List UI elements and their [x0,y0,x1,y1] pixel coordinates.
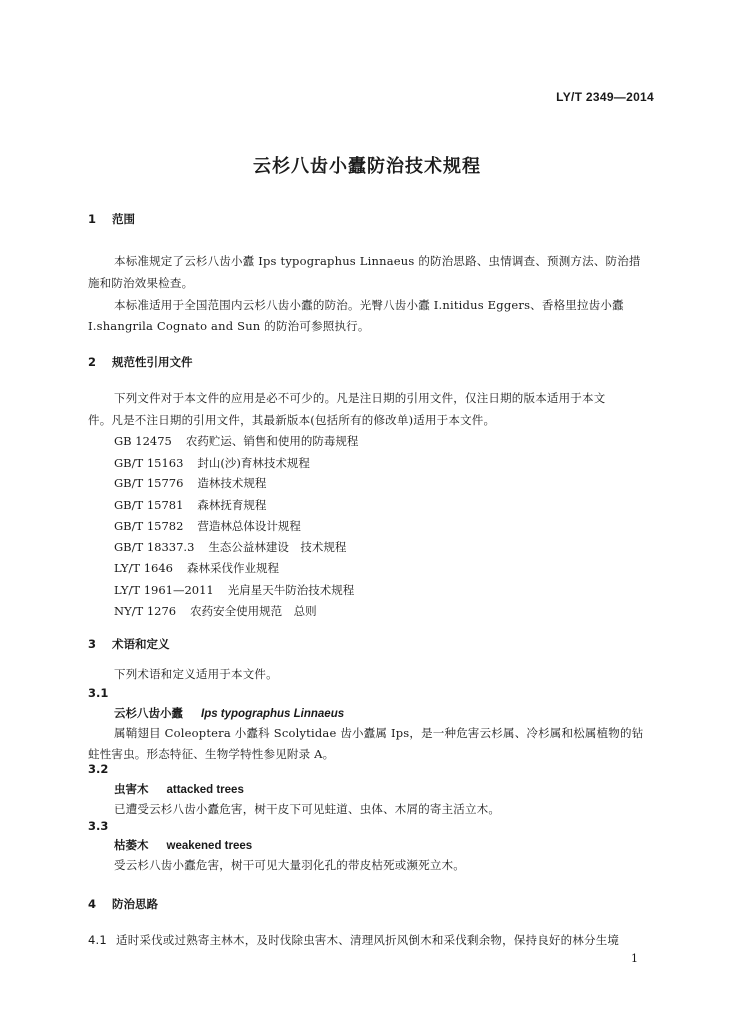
section-heading-4 [88,896,158,912]
section-heading-1 [88,211,135,227]
reference-title: 营造林总体设计规程 [197,519,301,533]
term-heading [114,781,244,797]
reference-code: GB/T 15163 [114,456,184,470]
reference-code: GB/T 15776 [114,476,184,490]
document-title: 云杉八齿小蠹防治技术规程 [253,156,481,177]
section-title: 防治思路 [112,897,158,911]
term-heading [114,837,252,853]
subsection-text: 适时采伐或过熟寄主林木，及时伐除虫害木、清理风折风倒木和采伐剩余物，保持良好的林分生境 [116,933,620,947]
term-definition-line: 已遭受云杉八齿小蠹危害，树干皮下可见蛀道、虫体、木屑的寄主活立木。 [114,802,501,816]
term-number: 3.2 [88,762,109,776]
term-en: Ips typographus Linnaeus [201,708,345,720]
paragraph-line: 下列文件对于本文件的应用是必不可少的。凡是注日期的引用文件，仅注日期的版本适用于本文 [114,391,606,405]
term-definition-line: 蛀性害虫。形态特征、生物学特性参见附录 A。 [88,747,335,761]
term-definition-line: 属鞘翅目 Coleoptera 小蠹科 Scolytidae 齿小蠹属 Ips，是一种危害云杉属、冷杉属和松属植物的钻 [114,726,644,740]
reference-item [114,497,266,513]
section-heading-2 [88,354,193,370]
term-heading [114,705,344,721]
reference-item [114,603,317,619]
term-en: weakened trees [166,840,253,852]
reference-code: LY/T 1646 [114,561,173,575]
reference-item [114,455,310,471]
section-title: 术语和定义 [112,637,170,651]
term-number: 3.1 [88,686,109,700]
section-number: 3 [88,637,97,651]
paragraph-line: 施和防治效果检查。 [88,276,194,290]
reference-code: GB/T 18337.3 [114,540,195,554]
section-title: 范围 [112,212,135,226]
paragraph-line: 本标准适用于全国范围内云杉八齿小蠹的防治。光臀八齿小蠹 I.nitidus Eggers、香格里拉齿小蠹 [114,298,624,312]
subsection-number: 4.1 [88,933,107,947]
subsection-line [88,932,619,948]
reference-item [114,539,346,555]
paragraph-line: I.shangrila Cognato and Sun 的防治可参照执行。 [88,319,370,333]
term-definition-line: 受云杉八齿小蠹危害，树干可见大量羽化孔的带皮枯死或濒死立木。 [114,858,465,872]
term-zh: 枯萎木 [114,838,149,852]
term-en: attacked trees [166,784,244,796]
section-number: 2 [88,355,97,369]
paragraph-line: 件。凡是不注日期的引用文件，其最新版本(包括所有的修改单)适用于本文件。 [88,413,496,427]
term-zh: 虫害木 [114,782,149,796]
standard-code: LY/T 2349—2014 [556,90,654,104]
section-heading-3 [88,636,170,652]
reference-title: 封山(沙)育林技术规程 [197,456,310,470]
reference-item [114,582,354,598]
reference-title: 光肩星天牛防治技术规程 [227,583,355,597]
reference-code: GB 12475 [114,434,172,448]
section-number: 4 [88,897,97,911]
reference-title: 森林采伐作业规程 [186,561,279,575]
reference-item [114,433,358,449]
reference-code: GB/T 15782 [114,519,184,533]
paragraph-line: 本标准规定了云杉八齿小蠹 Ips typographus Linnaeus 的防治思路、虫情调查、预测方法、防治措 [114,254,641,268]
reference-code: LY/T 1961—2011 [114,583,214,597]
term-zh: 云杉八齿小蠹 [114,706,183,720]
term-number: 3.3 [88,819,109,833]
reference-title: 农药贮运、销售和使用的防毒规程 [185,434,359,448]
page-number: 1 [631,952,638,965]
reference-item [114,560,279,576]
reference-title: 生态公益林建设 技术规程 [208,540,347,554]
reference-item [114,475,266,491]
reference-title: 农药安全使用规范 总则 [190,604,317,618]
reference-item [114,518,301,534]
section-title: 规范性引用文件 [112,355,193,369]
reference-title: 森林抚育规程 [197,498,267,512]
section-number: 1 [88,212,97,226]
paragraph-line: 下列术语和定义适用于本文件。 [114,667,278,681]
reference-code: NY/T 1276 [114,604,177,618]
reference-code: GB/T 15781 [114,498,184,512]
reference-title: 造林技术规程 [197,476,267,490]
